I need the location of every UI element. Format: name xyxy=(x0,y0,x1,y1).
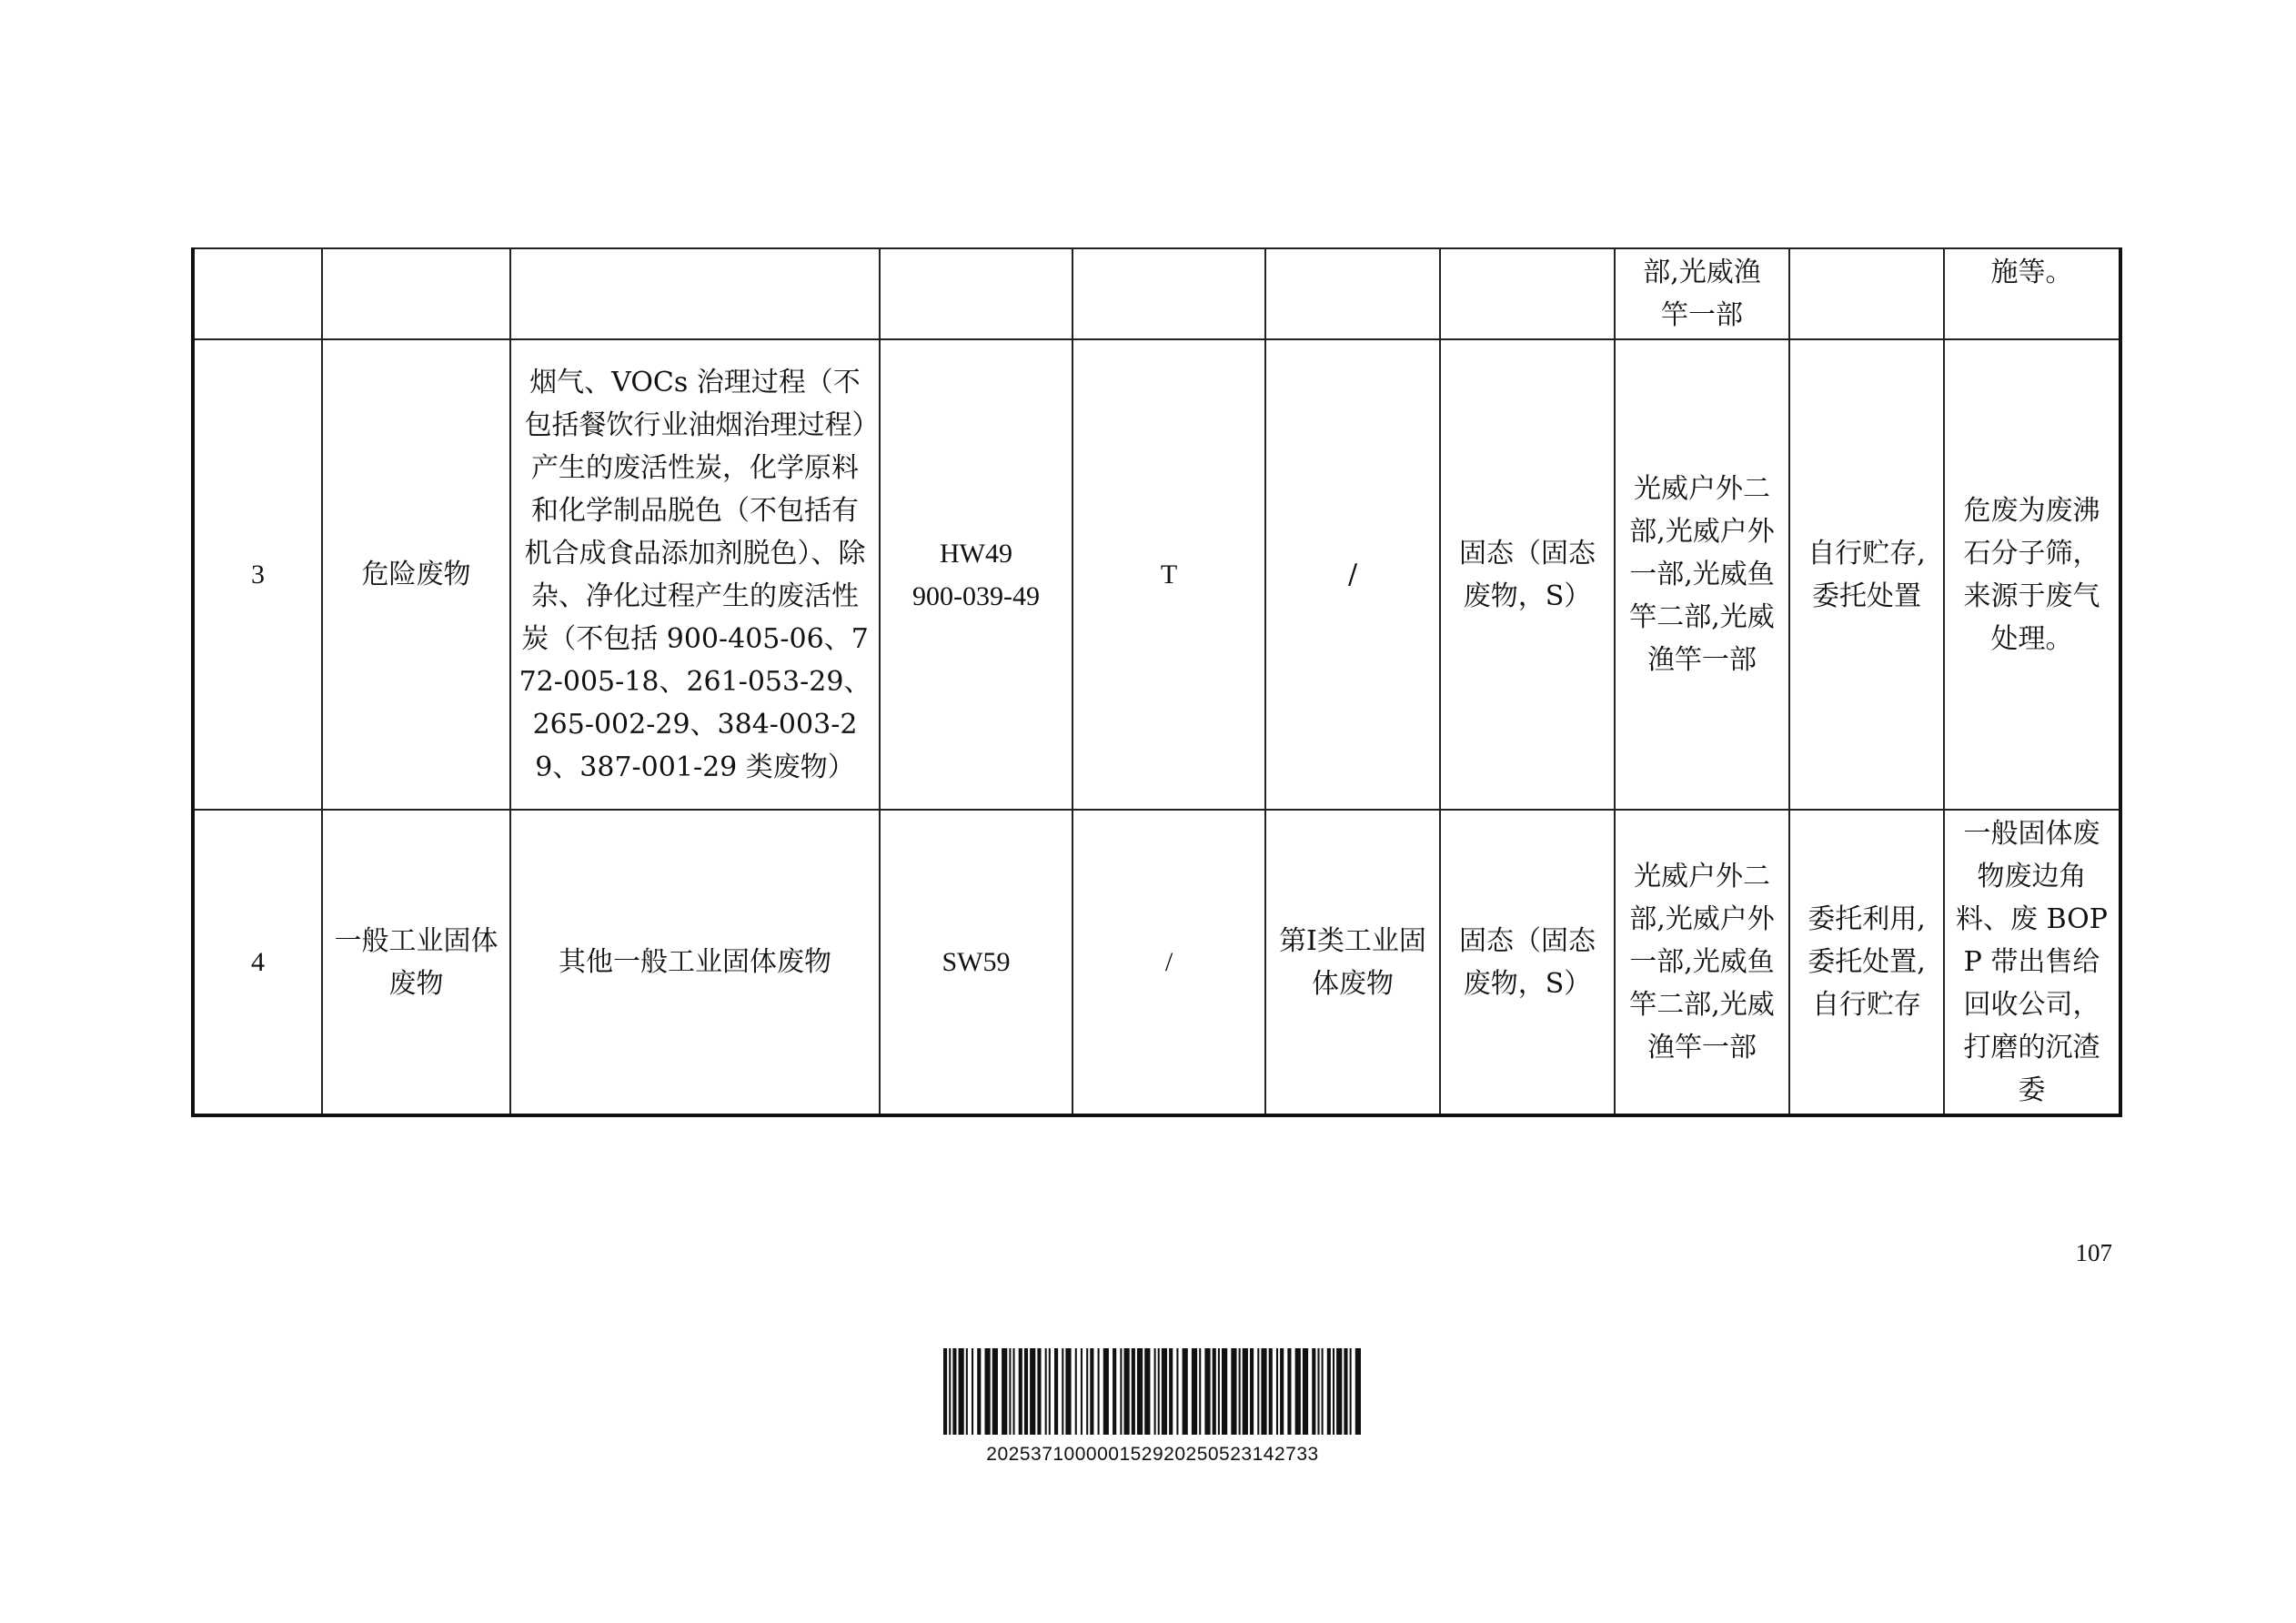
barcode-bar xyxy=(1295,1348,1301,1435)
barcode-bar xyxy=(1183,1348,1188,1435)
barcode-bar xyxy=(1231,1348,1236,1435)
barcode-bar xyxy=(1030,1348,1035,1435)
barcode-bar xyxy=(1287,1348,1291,1435)
class-cell: / xyxy=(1265,339,1440,810)
barcode-bar xyxy=(959,1348,964,1435)
barcode-bar xyxy=(1065,1348,1071,1435)
form-cell: 固态（固态废物，S） xyxy=(1440,810,1615,1115)
barcode-image xyxy=(943,1348,1361,1435)
row-number-cell xyxy=(193,248,322,339)
barcode-bar xyxy=(1350,1348,1352,1435)
barcode-bar xyxy=(972,1348,973,1435)
barcode-bar xyxy=(1261,1348,1266,1435)
page-number: 107 xyxy=(2075,1239,2112,1266)
barcode-bar xyxy=(1019,1348,1022,1435)
barcode-bar xyxy=(1336,1348,1342,1435)
code-cell: HW49 900-039-49 xyxy=(880,339,1072,810)
barcode-bar xyxy=(1137,1348,1143,1435)
description-cell: 烟气、VOCs 治理过程（不包括餐饮行业油烟治理过程）产生的废活性炭，化学原料和化学制品脱色（不包括有机合成食品添加剂脱色）、除杂、净化过程产生的废活性炭（不包括 900-405-06、772-005-18、261-053-29、265-002-29、384-003-29、387-001-29 类废物） xyxy=(510,339,880,810)
source-cell: 光威户外二部,光威户外一部,光威鱼竿二部,光威渔竿一部 xyxy=(1615,810,1789,1115)
barcode-bar xyxy=(1204,1348,1210,1435)
barcode-bar xyxy=(966,1348,968,1435)
table-row xyxy=(193,248,2120,339)
barcode-bar xyxy=(1144,1348,1150,1435)
barcode-bar xyxy=(1312,1348,1315,1435)
barcode-bar xyxy=(1113,1348,1116,1435)
category-cell xyxy=(322,248,510,339)
hazard-cell: T xyxy=(1072,339,1265,810)
barcode-bar xyxy=(952,1348,956,1435)
barcode-bar xyxy=(1322,1348,1324,1435)
barcode-bar xyxy=(1327,1348,1331,1435)
barcode-bar xyxy=(977,1348,981,1435)
barcode-bar xyxy=(1090,1348,1093,1435)
category-cell: 危险废物 xyxy=(322,339,510,810)
barcode-bar xyxy=(1098,1348,1100,1435)
table-row xyxy=(193,339,2120,810)
barcode-number: 202537100000152920250523142733 xyxy=(986,1444,1319,1465)
barcode-bar xyxy=(1303,1348,1308,1435)
barcode-bar xyxy=(1062,1348,1063,1435)
barcode-bar xyxy=(1317,1348,1319,1435)
barcode-bar xyxy=(1154,1348,1156,1435)
disposal-cell: 自行贮存,委托处置 xyxy=(1789,339,1944,810)
barcode-bar xyxy=(1222,1348,1227,1435)
category-cell: 一般工业固体废物 xyxy=(322,810,510,1115)
barcode-bar xyxy=(1081,1348,1083,1435)
barcode-bar xyxy=(1269,1348,1273,1435)
barcode-bar xyxy=(1158,1348,1160,1435)
barcode-bar xyxy=(1049,1348,1051,1435)
barcode-bar xyxy=(1002,1348,1007,1435)
barcode-bar xyxy=(1213,1348,1216,1435)
barcode-bar xyxy=(1243,1348,1248,1435)
barcode-bar xyxy=(1250,1348,1254,1435)
barcode-bar xyxy=(1054,1348,1058,1435)
description-cell: 其他一般工业固体废物 xyxy=(510,810,880,1115)
barcode-bar xyxy=(1024,1348,1028,1435)
barcode-bar xyxy=(1239,1348,1241,1435)
barcode-bar xyxy=(1355,1348,1361,1435)
barcode-bar xyxy=(1162,1348,1167,1435)
row-number-cell: 4 xyxy=(193,810,322,1115)
barcode-bar xyxy=(1344,1348,1347,1435)
table-row xyxy=(193,810,2120,1115)
barcode-bar xyxy=(1169,1348,1173,1435)
barcode-bar xyxy=(1123,1348,1129,1435)
barcode-bar xyxy=(1280,1348,1284,1435)
barcode-bar xyxy=(1218,1348,1220,1435)
barcode-bar xyxy=(1176,1348,1178,1435)
code-cell xyxy=(880,248,1072,339)
form-cell xyxy=(1440,248,1615,339)
barcode-bar xyxy=(1075,1348,1077,1435)
barcode-bar xyxy=(1257,1348,1259,1435)
remark-cell: 一般固体废物废边角料、废 BOPP 带出售给回收公司，打磨的沉渣委 xyxy=(1944,810,2120,1115)
barcode-bar xyxy=(1045,1348,1047,1435)
barcode-bar xyxy=(1276,1348,1278,1435)
barcode-bar xyxy=(1037,1348,1041,1435)
hazard-cell xyxy=(1072,248,1265,339)
barcode-bar xyxy=(1120,1348,1122,1435)
barcode-bar xyxy=(949,1348,951,1435)
hazard-cell: / xyxy=(1072,810,1265,1115)
barcode-bar xyxy=(1086,1348,1088,1435)
form-cell: 固态（固态废物，S） xyxy=(1440,339,1615,810)
disposal-cell xyxy=(1789,248,1944,339)
barcode-bar xyxy=(1009,1348,1011,1435)
class-cell: 第Ⅰ类工业固体废物 xyxy=(1265,810,1440,1115)
barcode-bar xyxy=(1103,1348,1109,1435)
class-cell xyxy=(1265,248,1440,339)
barcode-bar xyxy=(1333,1348,1334,1435)
source-cell: 光威户外二部,光威户外一部,光威鱼竿二部,光威渔竿一部 xyxy=(1615,339,1789,810)
source-cell: 部,光威渔 竿一部 xyxy=(1615,248,1789,339)
row-number-cell: 3 xyxy=(193,339,322,810)
code-cell: SW59 xyxy=(880,810,1072,1115)
remark-cell: 危废为废沸石分子筛，来源于废气处理。 xyxy=(1944,339,2120,810)
barcode-bar xyxy=(1013,1348,1015,1435)
waste-table xyxy=(191,247,2122,1117)
barcode-bar xyxy=(1199,1348,1201,1435)
barcode-bar xyxy=(984,1348,990,1435)
remark-cell: 施等。 xyxy=(1944,248,2120,339)
barcode-bar xyxy=(943,1348,947,1435)
disposal-cell: 委托利用,委托处置,自行贮存 xyxy=(1789,810,1944,1115)
barcode-bar xyxy=(1192,1348,1197,1435)
barcode-bar xyxy=(992,1348,998,1435)
description-cell xyxy=(510,248,880,339)
barcode-bar xyxy=(1132,1348,1135,1435)
